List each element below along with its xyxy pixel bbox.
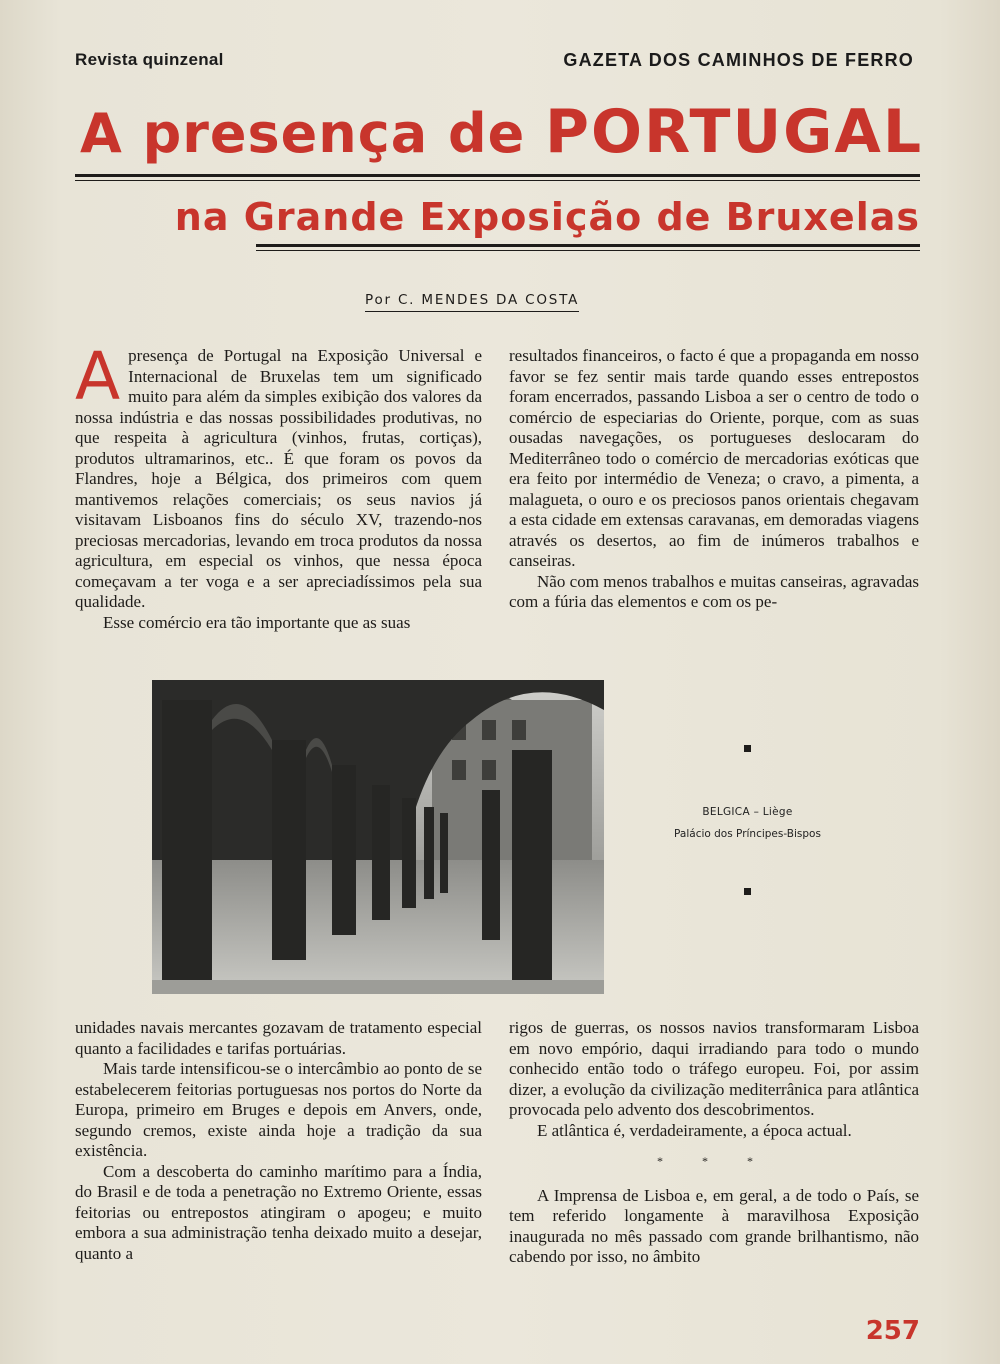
caption-bullet-bottom <box>744 888 751 895</box>
article-column-3 <box>75 1018 482 1264</box>
title-part-a: A presença de <box>80 102 546 165</box>
paragraph: resultados financeiros, o facto é que a propaganda em nosso favor se fez sentir mais tarde quando esses entrepostos foram encerrados, passando Lisboa a ser o centro de todo o comércio de especiarias do Oriente, porque, com as suas ousadas navegações, os portugueses deslocaram do Mediterrâneo todo o comércio de mercadorias exóticas que era feito por intermédio de Veneza; o cravo, a pimenta, a malagueta, o ouro e os preciosos panos orientais chegavam a esta cidade em extensas caravanas, em demoradas viagens através os desertos, ao fim de inúmeros trabalhos e canseiras. <box>509 346 919 570</box>
article-title-line2: na Grande Exposição de Bruxelas <box>174 195 920 239</box>
header-publication-name: GAZETA DOS CAMINHOS DE FERRO <box>563 50 914 70</box>
title-rule-thin <box>75 180 920 181</box>
section-separator: * * * <box>657 1154 771 1168</box>
paragraph: Com a descoberta do caminho marítimo para a Índia, do Brasil e de toda a penetração no Extremo Oriente, essas feitorias ou entrepostos atingiram o apogeu; e muito embora a sua administração tenha deixado muito a desejar, quanto a <box>75 1161 482 1263</box>
caption-bullet-top <box>744 745 751 752</box>
article-title-line1 <box>80 97 924 167</box>
photo-palace-arcade <box>152 680 604 994</box>
subtitle-rule-thin <box>256 250 920 251</box>
article-column-1 <box>75 338 482 633</box>
header-publication-frequency: Revista quinzenal <box>75 50 224 69</box>
paragraph: Esse comércio era tão importante que as suas <box>103 612 411 632</box>
paragraph: Não com menos trabalhos e muitas canseiras, agravadas com a fúria das elementos e com os pe- <box>509 571 919 611</box>
paragraph: rigos de guerras, os nossos navios transformaram Lisboa em novo empório, daqui irradiando para todo o mundo conhecido então todo o tráfego europeu. Foi, por assim dizer, a evolução da civilização mediterrânica para atlântica provocada pelo advento dos descobrimentos. <box>509 1018 919 1119</box>
photo-image <box>152 680 604 994</box>
paragraph: Mais tarde intensificou-se o intercâmbio ao ponto de se estabelecerem feitorias portuguesas nos portos do Norte da Europa, primeiro em Bruges e depois em Anvers, onde, segundo cremos, existe ainda hoje a tradição da sua existência. <box>75 1059 482 1160</box>
paragraph: E atlântica é, verdadeiramente, a época actual. <box>537 1120 852 1140</box>
caption-place: BELGICA – Liège <box>702 806 793 818</box>
title-part-b: PORTUGAL <box>545 97 924 167</box>
paragraph: unidades navais mercantes gozavam de tratamento especial quanto a facilidades e tarifas portuárias. <box>75 1018 482 1058</box>
article-column-4 <box>509 1018 919 1268</box>
subtitle-rule-thick <box>256 244 920 247</box>
author-byline: Por C. MENDES DA COSTA <box>365 292 579 312</box>
page-number: 257 <box>865 1316 920 1346</box>
paragraph: presença de Portugal na Exposição Universal e Internacional de Bruxelas tem um significado muito para além da simples exibição dos valores da nossa indústria e das nossas possibilidades produtivas, no que respeita à agricultura (vinhos, frutas, cortiças), produtos ultramarinos, etc.. É que foram os povos da Flandres, hoje a Bélgica, dos primeiros com quem mantivemos relações comerciais; os seus navios já visitavam Lisboanos fins do século XV, trazendo-nos preciosas mercadorias, levando em troca produtos da nossa agricultura, em especial os vinhos, que nessa época começavam a ter voga e a ser apreciadíssimos pela sua qualidade. <box>75 346 482 611</box>
drop-cap: A <box>75 338 121 415</box>
caption-description: Palácio dos Príncipes-Bispos <box>674 828 821 840</box>
paragraph: A Imprensa de Lisboa e, em geral, a de todo o País, se tem referido longamente à maravilhosa Exposição inaugurada no mês passado com grande brilhantismo, não cabendo por isso, no âmbito <box>509 1185 919 1266</box>
article-column-2 <box>509 346 919 613</box>
title-rule-thick <box>75 174 920 177</box>
photo-caption <box>655 745 840 895</box>
